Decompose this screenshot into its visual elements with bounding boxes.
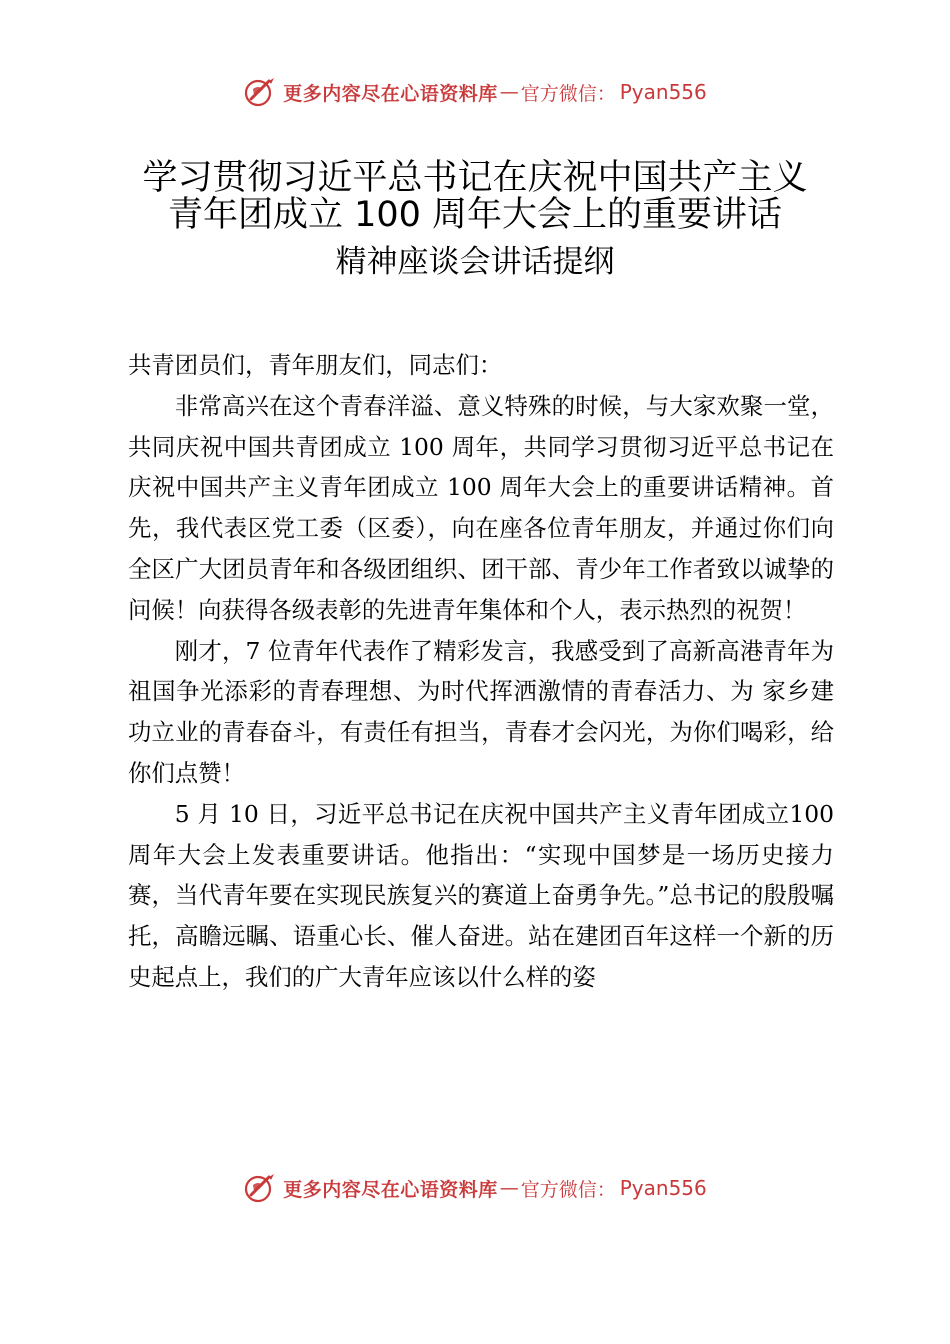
body-paragraph: 刚才，7 位青年代表作了精彩发言，我感受到了高新高港青年为祖国争光添彩的青春理想、为时代挥洒激情的青春活力、为 家乡建功立业的青春奋斗，有责任有担当，青春才会闪光，为你们喝彩，给你们点赞！ — [128, 636, 834, 787]
banner-wechat-label: 官方微信： — [520, 1178, 616, 1201]
document-subtitle: 精神座谈会讲话提纲 — [335, 244, 615, 280]
salutation: 共青团员们，青年朋友们，同志们： — [128, 351, 503, 379]
banner-text: 更多内容尽在心语资料库 — [283, 82, 498, 105]
banner-wechat-id: Pyan556 — [619, 1176, 707, 1200]
header-banner — [0, 72, 950, 112]
footer-banner — [0, 1168, 950, 1208]
body-paragraph: 非常高兴在这个青春洋溢、意义特殊的时候，与大家欢聚一堂，共同庆祝中国共青团成立 100 周年，共同学习贯彻习近平总书记在庆祝中国共产主义青年团成立 100 周年大会上的重要讲话精神。首先，我代表区党工委（区委），向在座各位青年朋友，并通过你们向全区广大团员青年和各级团组织、团干部、青少年工作者致以诚挚的问候！向获得各级表彰的先进青年集体和个人，表示热烈的祝贺！ — [128, 391, 834, 624]
banner-separator: — — [499, 81, 519, 103]
title-line-1: 学习贯彻习近平总书记在庆祝中国共产主义 — [142, 158, 808, 198]
document-body — [128, 345, 834, 998]
quill-pen-logo-icon — [243, 75, 277, 109]
title-line-2: 青年团成立 100 周年大会上的重要讲话 — [167, 195, 783, 235]
document-title-block — [100, 160, 850, 280]
banner-separator: — — [499, 1177, 519, 1199]
banner-wechat-id: Pyan556 — [619, 80, 707, 104]
body-paragraph: 5 月 10 日，习近平总书记在庆祝中国共产主义青年团成立100 周年大会上发表重要讲话。他指出：“实现中国梦是一场历史接力赛，当代青年要在实现民族复兴的赛道上奋勇争先。”总书记的殷殷嘱托，高瞻远瞩、语重心长、催人奋进。站在建团百年这样一个新的历史起点上，我们的广大青年应该以什么样的姿 — [128, 799, 834, 991]
banner-text: 更多内容尽在心语资料库 — [283, 1178, 498, 1201]
banner-wechat-label: 官方微信： — [520, 82, 616, 105]
quill-pen-logo-icon — [243, 1171, 277, 1205]
